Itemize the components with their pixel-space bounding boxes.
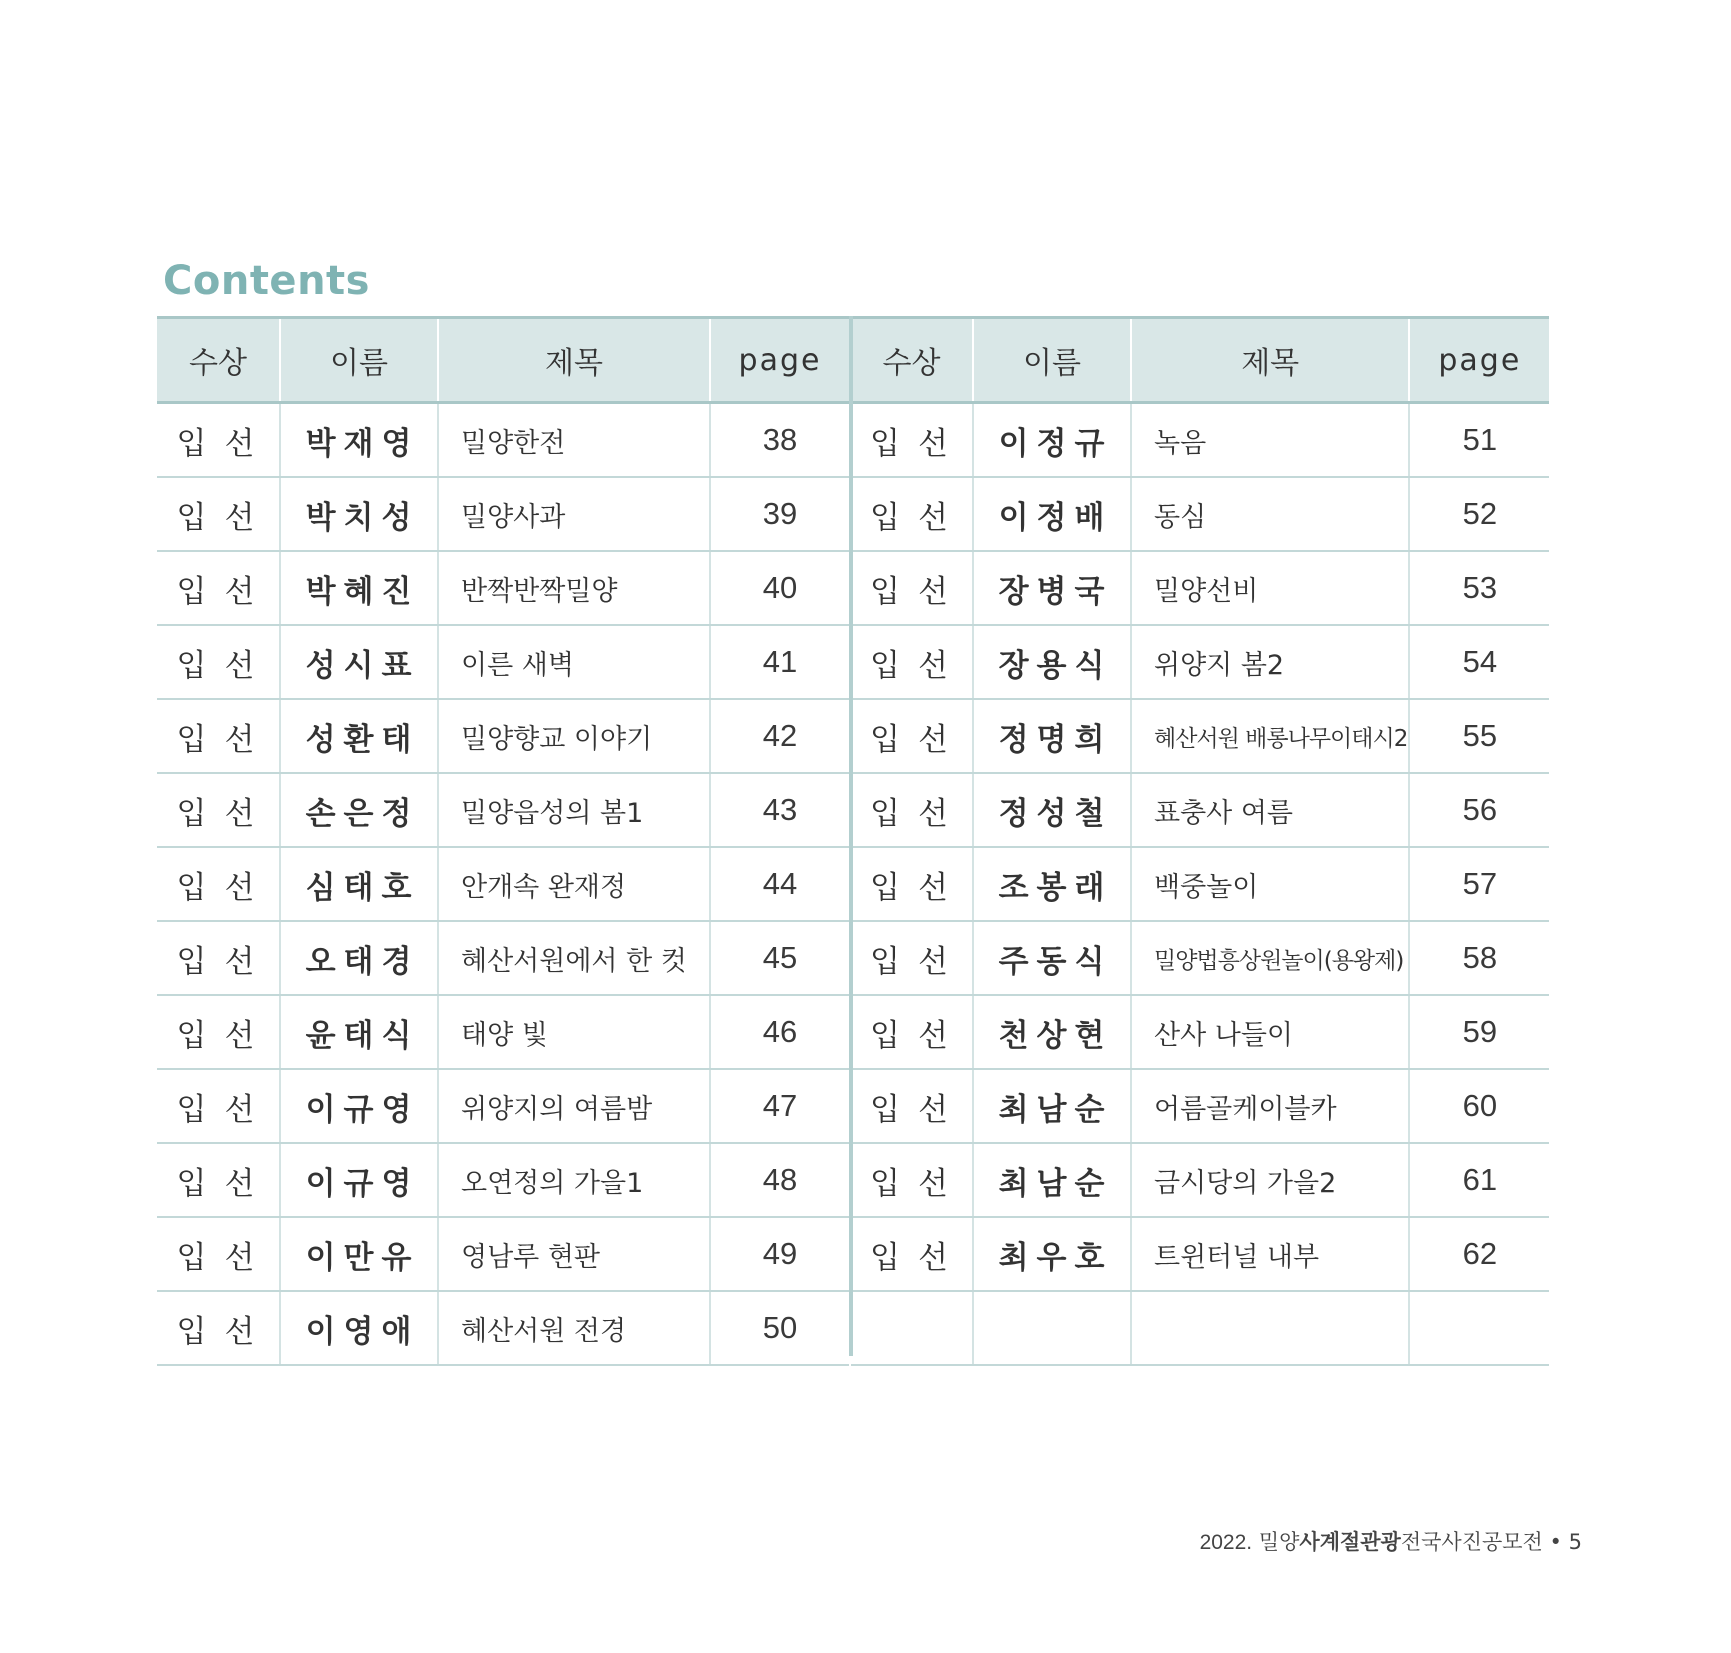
- award-cell: 입선: [157, 625, 280, 699]
- name-cell: 장용식: [973, 625, 1131, 699]
- page-cell: 51: [1409, 403, 1549, 478]
- award-cell: 입선: [851, 1069, 973, 1143]
- award-cell: 입선: [851, 995, 973, 1069]
- title-cell: 위양지 봄2: [1131, 625, 1409, 699]
- award-cell: 입선: [157, 1069, 280, 1143]
- header-page: page: [1409, 318, 1549, 403]
- award-cell: 입선: [851, 699, 973, 773]
- page-cell: 40: [710, 551, 849, 625]
- award-cell: 입선: [851, 403, 973, 478]
- footer-bold: 사계절관광: [1299, 1530, 1401, 1554]
- page-cell: 53: [1409, 551, 1549, 625]
- award-cell: 입선: [851, 773, 973, 847]
- title-cell: 혜산서원 전경: [438, 1291, 710, 1365]
- title-cell: 밀양읍성의 봄1: [438, 773, 710, 847]
- name-cell: 이규영: [280, 1069, 438, 1143]
- title-cell: 밀양선비: [1131, 551, 1409, 625]
- award-cell: 입선: [157, 699, 280, 773]
- title-cell: 이른 새벽: [438, 625, 710, 699]
- footer-year: 2022.: [1199, 1531, 1253, 1554]
- name-cell: 정명희: [973, 699, 1131, 773]
- title-cell: 혜산서원에서 한 컷: [438, 921, 710, 995]
- name-cell: 최우호: [973, 1217, 1131, 1291]
- table-divider: [849, 316, 853, 1356]
- page-cell: 55: [1409, 699, 1549, 773]
- table-row: [157, 921, 849, 995]
- table-row: [157, 1069, 849, 1143]
- header-row: [851, 318, 1549, 403]
- name-cell: 이만유: [280, 1217, 438, 1291]
- title-cell: 밀양사과: [438, 477, 710, 551]
- award-cell: 입선: [157, 551, 280, 625]
- page-cell: 50: [710, 1291, 849, 1365]
- title-cell: 안개속 완재정: [438, 847, 710, 921]
- title-cell: 산사 나들이: [1131, 995, 1409, 1069]
- page-cell: 61: [1409, 1143, 1549, 1217]
- page-cell: 49: [710, 1217, 849, 1291]
- page-cell: 48: [710, 1143, 849, 1217]
- page-footer: [1200, 1526, 1582, 1556]
- table-row: [157, 1143, 849, 1217]
- page-cell: 39: [710, 477, 849, 551]
- page-cell: 60: [1409, 1069, 1549, 1143]
- name-cell: 성시표: [280, 625, 438, 699]
- table-row: [851, 625, 1549, 699]
- title-cell: 동심: [1131, 477, 1409, 551]
- award-cell: 입선: [851, 921, 973, 995]
- award-cell: 입선: [157, 1291, 280, 1365]
- table-row: [851, 477, 1549, 551]
- table-row: [851, 1069, 1549, 1143]
- page-cell: 47: [710, 1069, 849, 1143]
- award-cell: 입선: [157, 847, 280, 921]
- title-cell: 태양 빛: [438, 995, 710, 1069]
- table-row: [157, 403, 849, 478]
- table-row: [157, 625, 849, 699]
- page-cell: [1409, 1291, 1549, 1365]
- award-cell: 입선: [851, 1143, 973, 1217]
- award-cell: 입선: [157, 1217, 280, 1291]
- award-cell: 입선: [851, 625, 973, 699]
- table-row: [157, 847, 849, 921]
- title-cell: 백중놀이: [1131, 847, 1409, 921]
- header-title: 제목: [438, 318, 710, 403]
- title-cell: 트윈터널 내부: [1131, 1217, 1409, 1291]
- page-cell: 57: [1409, 847, 1549, 921]
- page-cell: 38: [710, 403, 849, 478]
- title-cell: 영남루 현판: [438, 1217, 710, 1291]
- name-cell: 성환태: [280, 699, 438, 773]
- table-row: [851, 1217, 1549, 1291]
- header-title: 제목: [1131, 318, 1409, 403]
- title-cell: 표충사 여름: [1131, 773, 1409, 847]
- table-row: [157, 773, 849, 847]
- award-cell: 입선: [157, 773, 280, 847]
- table-row: [157, 477, 849, 551]
- name-cell: 최남순: [973, 1143, 1131, 1217]
- table-row: [851, 1291, 1549, 1365]
- name-cell: 주동식: [973, 921, 1131, 995]
- page-cell: 59: [1409, 995, 1549, 1069]
- contents-heading: Contents: [163, 258, 370, 304]
- header-page: page: [710, 318, 849, 403]
- name-cell: 박재영: [280, 403, 438, 478]
- table-row: [157, 1291, 849, 1365]
- name-cell: 조봉래: [973, 847, 1131, 921]
- name-cell: 오태경: [280, 921, 438, 995]
- name-cell: 장병국: [973, 551, 1131, 625]
- page-cell: 54: [1409, 625, 1549, 699]
- title-cell: 금시당의 가을2: [1131, 1143, 1409, 1217]
- title-cell: 어름골케이블카: [1131, 1069, 1409, 1143]
- name-cell: 심태호: [280, 847, 438, 921]
- contents-table-right: [851, 316, 1549, 1366]
- name-cell: 윤태식: [280, 995, 438, 1069]
- header-row: [157, 318, 849, 403]
- name-cell: 정성철: [973, 773, 1131, 847]
- page-cell: 43: [710, 773, 849, 847]
- award-cell: 입선: [157, 403, 280, 478]
- title-cell: 반짝반짝밀양: [438, 551, 710, 625]
- title-cell: 밀양법흥상원놀이(용왕제): [1131, 921, 1409, 995]
- table-row: [851, 1143, 1549, 1217]
- title-cell: 오연정의 가을1: [438, 1143, 710, 1217]
- page-cell: 62: [1409, 1217, 1549, 1291]
- table-row: [851, 773, 1549, 847]
- page-cell: 58: [1409, 921, 1549, 995]
- title-cell: 위양지의 여름밤: [438, 1069, 710, 1143]
- header-name: 이름: [973, 318, 1131, 403]
- contents-table-left: [157, 316, 849, 1366]
- table-row: [157, 995, 849, 1069]
- table-row: [851, 995, 1549, 1069]
- name-cell: [973, 1291, 1131, 1365]
- title-cell: 밀양향교 이야기: [438, 699, 710, 773]
- award-cell: 입선: [851, 551, 973, 625]
- page-cell: 56: [1409, 773, 1549, 847]
- page-cell: 42: [710, 699, 849, 773]
- table-row: [851, 847, 1549, 921]
- award-cell: 입선: [157, 921, 280, 995]
- title-cell: 밀양한전: [438, 403, 710, 478]
- award-cell: 입선: [157, 477, 280, 551]
- award-cell: 입선: [851, 1217, 973, 1291]
- name-cell: 박혜진: [280, 551, 438, 625]
- name-cell: 이정배: [973, 477, 1131, 551]
- footer-page-number: 5: [1568, 1530, 1582, 1554]
- footer-separator: •: [1549, 1530, 1562, 1554]
- title-cell: [1131, 1291, 1409, 1365]
- award-cell: [851, 1291, 973, 1365]
- name-cell: 이규영: [280, 1143, 438, 1217]
- footer-prefix: 밀양: [1258, 1530, 1300, 1554]
- page-cell: 46: [710, 995, 849, 1069]
- award-cell: 입선: [851, 847, 973, 921]
- header-award: 수상: [851, 318, 973, 403]
- name-cell: 손은정: [280, 773, 438, 847]
- award-cell: 입선: [157, 1143, 280, 1217]
- table-row: [851, 921, 1549, 995]
- table-row: [157, 1217, 849, 1291]
- name-cell: 천상현: [973, 995, 1131, 1069]
- award-cell: 입선: [157, 995, 280, 1069]
- footer-suffix: 전국사진공모전: [1400, 1530, 1543, 1554]
- table-row: [851, 403, 1549, 478]
- table-row: [851, 699, 1549, 773]
- title-cell: 혜산서원 배롱나무이태시2: [1131, 699, 1409, 773]
- page-cell: 44: [710, 847, 849, 921]
- title-cell: 녹음: [1131, 403, 1409, 478]
- table-row: [157, 551, 849, 625]
- name-cell: 이영애: [280, 1291, 438, 1365]
- page-cell: 52: [1409, 477, 1549, 551]
- page-cell: 45: [710, 921, 849, 995]
- table-row: [157, 699, 849, 773]
- table-row: [851, 551, 1549, 625]
- name-cell: 이정규: [973, 403, 1131, 478]
- name-cell: 최남순: [973, 1069, 1131, 1143]
- header-name: 이름: [280, 318, 438, 403]
- page-cell: 41: [710, 625, 849, 699]
- award-cell: 입선: [851, 477, 973, 551]
- name-cell: 박치성: [280, 477, 438, 551]
- header-award: 수상: [157, 318, 280, 403]
